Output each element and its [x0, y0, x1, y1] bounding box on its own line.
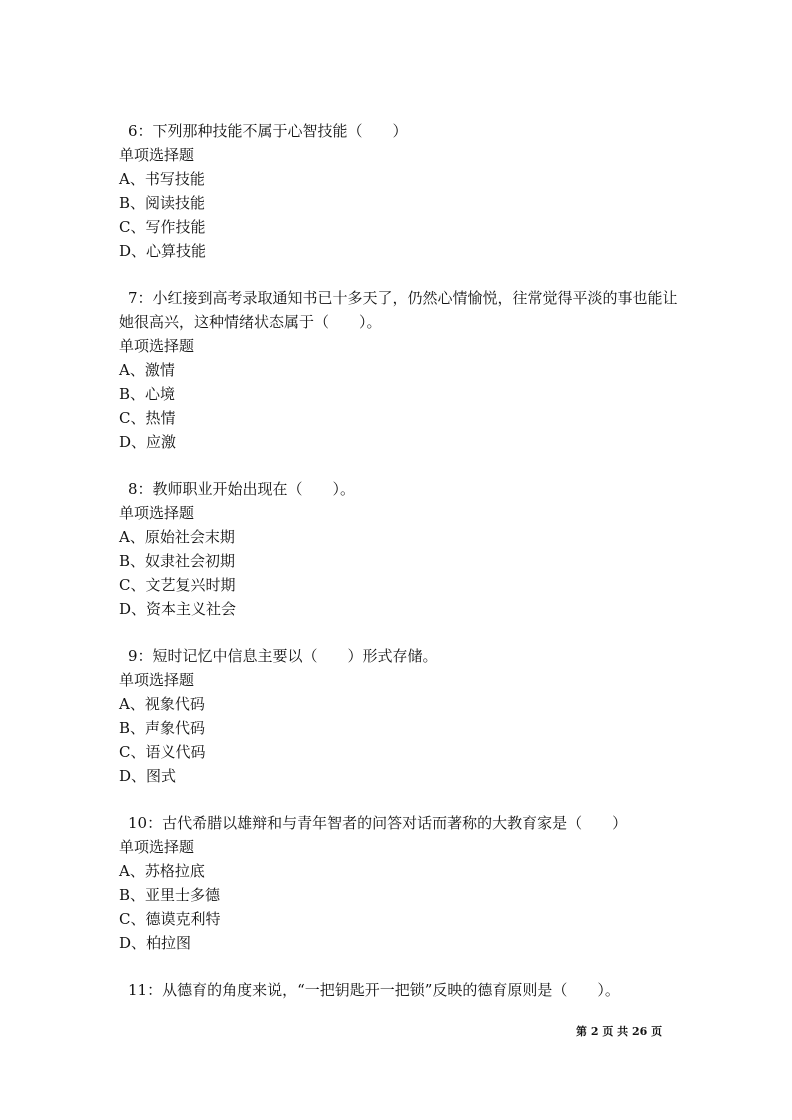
question-stem: 10：古代希腊以雄辩和与青年智者的问答对话而著称的大教育家是（ ） — [128, 814, 628, 832]
option-c: C、语义代码 — [119, 743, 206, 761]
option-a: A、书写技能 — [119, 170, 205, 188]
question-9 — [119, 644, 679, 788]
option-list — [119, 859, 679, 955]
option-a: A、原始社会末期 — [119, 528, 235, 546]
question-8 — [119, 477, 679, 621]
option-a: A、激情 — [119, 361, 175, 379]
option-list — [119, 692, 679, 788]
question-stem: 7：小红接到高考录取通知书已十多天了，仍然心情愉悦，往常觉得平淡的事也能让她很高兴，这种情绪状态属于（ ）。 — [119, 289, 678, 331]
option-d: D、应激 — [119, 433, 177, 451]
question-stem: 9：短时记忆中信息主要以（ ）形式存储。 — [128, 647, 438, 665]
question-type: 单项选择题 — [119, 838, 195, 856]
option-d: D、柏拉图 — [119, 934, 192, 952]
option-a: A、苏格拉底 — [119, 862, 205, 880]
option-a: A、视象代码 — [119, 695, 205, 713]
question-type: 单项选择题 — [119, 146, 195, 164]
option-d: D、图式 — [119, 767, 177, 785]
question-7 — [119, 286, 679, 454]
question-6 — [119, 119, 679, 263]
option-d: D、心算技能 — [119, 242, 207, 260]
page-number-footer: 第 2 页 共 26 页 — [576, 1025, 663, 1038]
option-list — [119, 525, 679, 621]
question-type: 单项选择题 — [119, 337, 195, 355]
question-11 — [119, 978, 679, 1002]
question-stem: 8：教师职业开始出现在（ ）。 — [128, 480, 356, 498]
option-d: D、资本主义社会 — [119, 600, 237, 618]
option-b: B、声象代码 — [119, 719, 206, 737]
option-b: B、阅读技能 — [119, 194, 206, 212]
option-b: B、亚里士多德 — [119, 886, 221, 904]
option-list — [119, 358, 679, 454]
option-c: C、热情 — [119, 409, 176, 427]
question-type: 单项选择题 — [119, 504, 195, 522]
option-c: C、写作技能 — [119, 218, 206, 236]
option-c: C、文艺复兴时期 — [119, 576, 236, 594]
question-10 — [119, 811, 679, 955]
question-stem: 6：下列那种技能不属于心智技能（ ） — [128, 122, 408, 140]
option-list — [119, 167, 679, 263]
question-type: 单项选择题 — [119, 671, 195, 689]
option-b: B、奴隶社会初期 — [119, 552, 236, 570]
option-b: B、心境 — [119, 385, 176, 403]
question-stem: 11：从德育的角度来说，“一把钥匙开一把锁”反映的德育原则是（ ）。 — [128, 981, 620, 999]
option-c: C、德谟克利特 — [119, 910, 221, 928]
